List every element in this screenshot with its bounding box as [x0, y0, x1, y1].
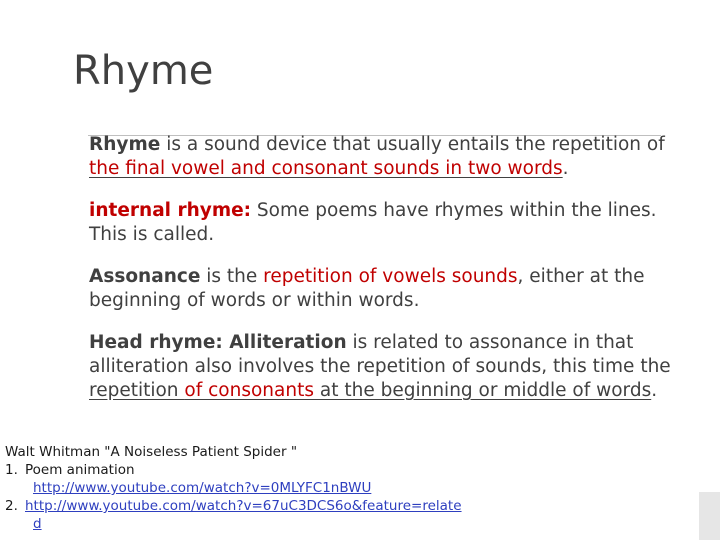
note-label: Poem animation	[25, 462, 135, 478]
p3-text-a: is the	[200, 266, 264, 287]
p3-text-b: , either at the beginning of words or within words.	[89, 266, 645, 311]
p3-highlight: repetition of vowels sounds	[263, 266, 518, 287]
p4-text-a: is related to assonance in that alliteration also involves the repetition of sounds, this time the	[89, 332, 671, 377]
p1-text-a: is a sound device that usually entails the repetition of	[160, 134, 665, 155]
note-number: 2.	[5, 498, 18, 514]
note-item-2	[5, 497, 705, 515]
video-link-2[interactable]: http://www.youtube.com/watch?v=67uC3DCS6o&feature=relate	[25, 498, 462, 514]
term-rhyme: Rhyme	[89, 134, 161, 155]
p4-underline-1: repetition	[89, 380, 185, 401]
paragraph-rhyme	[89, 133, 679, 181]
p1-text-b: .	[562, 158, 569, 179]
p4-highlight: of consonants	[184, 380, 314, 401]
term-internal-rhyme: internal rhyme:	[89, 200, 252, 221]
note-number: 1.	[5, 462, 18, 478]
paragraph-internal-rhyme	[89, 199, 679, 247]
term-alliteration: Head rhyme: Alliteration	[89, 332, 347, 353]
paragraph-alliteration	[89, 331, 679, 403]
note-item-1-link-row	[5, 479, 705, 497]
video-link-1[interactable]: http://www.youtube.com/watch?v=0MLYFC1nBWU	[33, 480, 372, 496]
notes-block	[5, 443, 705, 533]
term-assonance: Assonance	[89, 266, 201, 287]
video-link-2-continued[interactable]: d	[33, 516, 42, 532]
corner-accent-bar	[699, 492, 720, 540]
slide-title: Rhyme	[73, 48, 214, 94]
p2-text-a: Some poems have rhymes within the lines. This is called.	[89, 200, 657, 245]
p1-highlight: the final vowel and consonant sounds in two words	[89, 158, 563, 179]
paragraph-assonance	[89, 265, 679, 313]
p4-underline-2: at the beginning or middle of words	[314, 380, 652, 401]
note-item-1	[5, 461, 705, 479]
note-item-2-link-cont	[5, 515, 705, 533]
p4-text-b: .	[651, 380, 658, 401]
notes-heading: Walt Whitman "A Noiseless Patient Spider "	[5, 444, 298, 460]
